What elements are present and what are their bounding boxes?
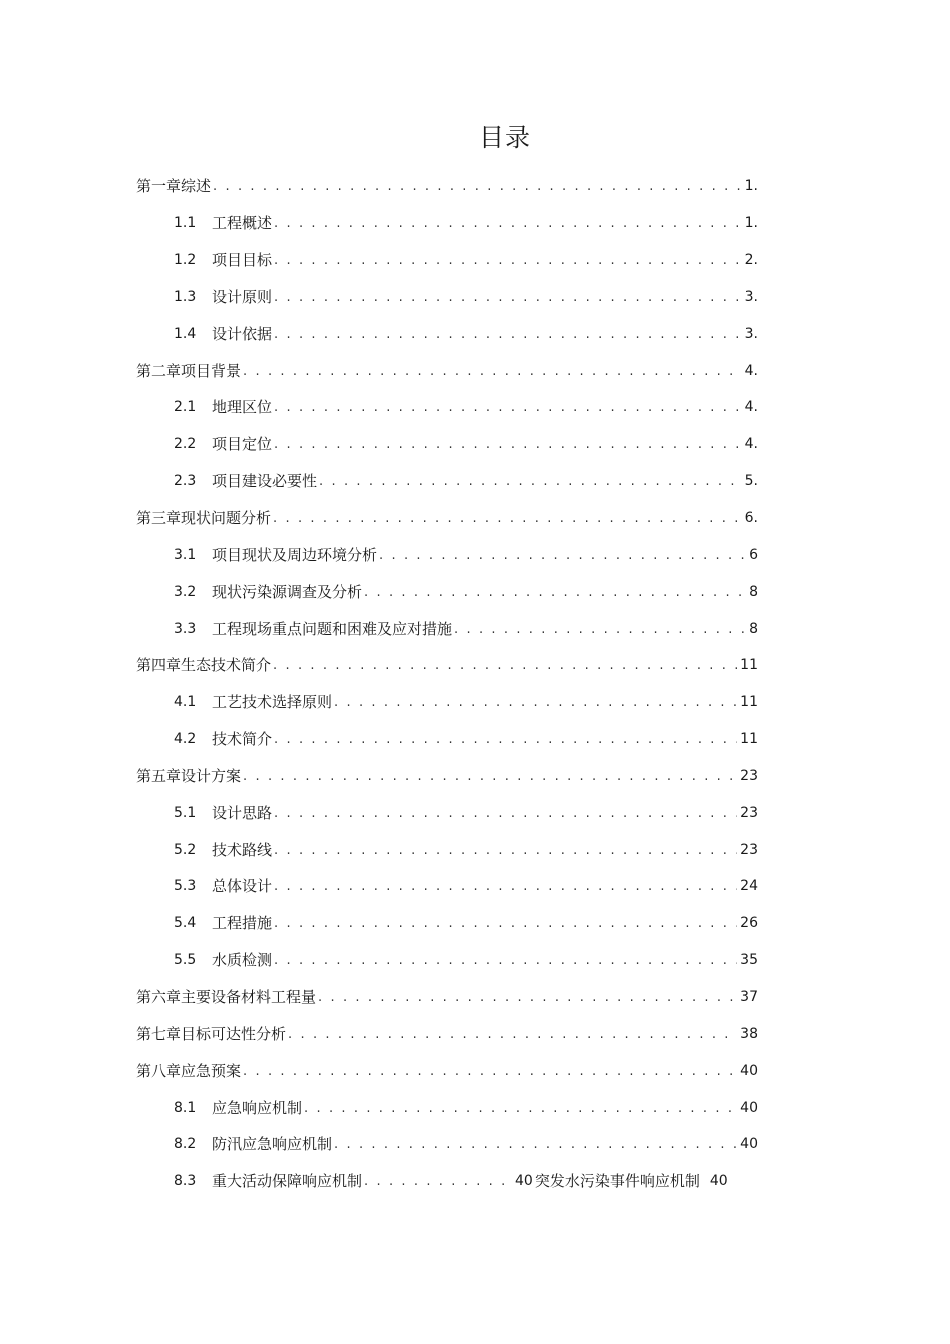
toc-section-entry[interactable] — [0, 942, 758, 979]
toc-rows — [0, 168, 950, 1163]
toc-entry-label: 设计思路 — [212, 803, 273, 822]
toc-entry-page: 4. — [744, 436, 758, 453]
toc-entry-number: 2.2 — [174, 436, 197, 453]
toc-dot-leader — [318, 988, 737, 1008]
toc-entry-label: 工艺技术选择原则 — [212, 693, 333, 712]
toc-entry-label: 工程概述 — [212, 214, 273, 233]
toc-dot-leader — [274, 251, 742, 271]
toc-entry-page: 40 — [515, 1173, 533, 1190]
toc-dot-leader — [274, 877, 737, 897]
toc-entry-number: 1.3 — [174, 288, 197, 305]
toc-dot-leader — [319, 472, 742, 492]
toc-entry-number: 8.2 — [174, 1136, 197, 1153]
toc-entry-number: 3.3 — [174, 620, 197, 637]
toc-dot-leader — [274, 214, 742, 234]
toc-entry-label: 地理区位 — [212, 398, 273, 417]
toc-entry-number: 1.1 — [174, 215, 197, 232]
toc-chapter-entry[interactable] — [0, 647, 758, 684]
toc-section-entry[interactable] — [0, 794, 758, 831]
toc-section-entry[interactable] — [0, 684, 758, 721]
toc-entry-label: 总体设计 — [212, 877, 273, 896]
toc-entry-page: 35 — [740, 952, 758, 969]
toc-entry-number: 5.2 — [174, 841, 197, 858]
toc-entry-label: 第二章项目背景 — [136, 361, 242, 380]
toc-entry-page: 37 — [740, 988, 758, 1005]
toc-dot-leader — [213, 177, 742, 197]
toc-entry-number: 5.3 — [174, 878, 197, 895]
toc-entry-number: 5.1 — [174, 804, 197, 821]
toc-section-entry[interactable] — [0, 463, 758, 500]
toc-dot-leader — [274, 398, 742, 418]
toc-entry-number: 8.3 — [174, 1173, 197, 1190]
toc-entry-page: 40 — [740, 1062, 758, 1079]
toc-entry-label: 项目现状及周边环境分析 — [212, 545, 378, 564]
toc-dot-leader — [243, 767, 737, 787]
toc-entry-label: 重大活动保障响应机制 — [212, 1172, 363, 1191]
toc-entry-number: 2.1 — [174, 399, 197, 416]
toc-dot-leader — [274, 288, 742, 308]
toc-entry-number: 1.4 — [174, 325, 197, 342]
toc-dot-leader — [364, 1172, 512, 1192]
toc-entry-label: 水质检测 — [212, 951, 273, 970]
toc-entry-number: 4.1 — [174, 694, 197, 711]
toc-entry-page: 24 — [740, 878, 758, 895]
toc-entry-label: 第六章主要设备材料工程量 — [136, 987, 317, 1006]
toc-entry-number: 1.2 — [174, 252, 197, 269]
toc-entry-label: 应急响应机制 — [212, 1098, 303, 1117]
toc-dot-leader — [364, 583, 746, 603]
toc-entry-number: 4.2 — [174, 731, 197, 748]
toc-entry-label: 第三章现状问题分析 — [136, 509, 272, 528]
toc-section-entry[interactable] — [0, 1126, 758, 1163]
toc-entry-number: 5.4 — [174, 915, 197, 932]
toc-chapter-entry[interactable] — [0, 168, 758, 205]
toc-entry-label: 项目建设必要性 — [212, 472, 318, 491]
toc-section-entry[interactable] — [0, 721, 758, 758]
toc-section-entry[interactable] — [0, 389, 758, 426]
toc-entry-page: 11 — [740, 694, 758, 711]
toc-dot-leader — [304, 1099, 737, 1119]
toc-entry-number: 2.3 — [174, 473, 197, 490]
toc-entry-page: 4. — [744, 362, 758, 379]
toc-entry-page: 8 — [749, 620, 758, 637]
toc-entry-number: 3.2 — [174, 583, 197, 600]
toc-dot-leader — [274, 435, 742, 455]
toc-entry-page: 1. — [744, 215, 758, 232]
toc-entry-extra-label: 突发水污染事件响应机制 — [534, 1172, 700, 1191]
toc-chapter-entry[interactable] — [0, 758, 758, 795]
toc-chapter-entry[interactable] — [0, 352, 758, 389]
toc-entry-label: 第八章应急预案 — [136, 1061, 242, 1080]
toc-dot-leader — [274, 841, 737, 861]
toc-entry-label: 工程现场重点问题和困难及应对措施 — [212, 619, 453, 638]
toc-entry-label: 现状污染源调查及分析 — [212, 582, 363, 601]
toc-entry-label: 项目目标 — [212, 251, 273, 270]
toc-entry-label: 技术简介 — [212, 730, 273, 749]
toc-entry-label: 项目定位 — [212, 435, 273, 454]
toc-entry-page: 26 — [740, 915, 758, 932]
toc-dot-leader — [274, 914, 737, 934]
toc-dot-leader — [288, 1025, 737, 1045]
toc-entry-page: 23 — [740, 804, 758, 821]
toc-entry-page: 40 — [740, 1099, 758, 1116]
toc-dot-leader — [274, 325, 742, 345]
toc-chapter-entry[interactable] — [0, 979, 758, 1016]
toc-section-entry[interactable] — [0, 536, 758, 573]
toc-entry-last[interactable] — [0, 1163, 794, 1200]
toc-entry-page: 6. — [744, 510, 758, 527]
toc-entry-label: 第七章目标可达性分析 — [136, 1024, 287, 1043]
toc-entry-number: 3.1 — [174, 546, 197, 563]
toc-chapter-entry[interactable] — [0, 500, 758, 537]
toc-entry-label: 防汛应急响应机制 — [212, 1135, 333, 1154]
toc-dot-leader — [334, 693, 737, 713]
toc-dot-leader — [243, 362, 742, 382]
toc-entry-label: 第五章设计方案 — [136, 766, 242, 785]
toc-entry-page: 3. — [744, 325, 758, 342]
toc-entry-page: 23 — [740, 841, 758, 858]
toc-dot-leader — [274, 804, 737, 824]
toc-dot-leader — [379, 546, 746, 566]
toc-entry-label: 设计原则 — [212, 287, 273, 306]
toc-entry-extra-page: 40 — [709, 1173, 728, 1190]
toc-section-entry[interactable] — [0, 573, 758, 610]
toc-title: 目录 — [478, 123, 531, 152]
toc-section-entry[interactable] — [0, 205, 758, 242]
toc-section-entry[interactable] — [0, 868, 758, 905]
toc-dot-leader — [274, 730, 737, 750]
toc-section-entry[interactable] — [0, 315, 758, 352]
toc-dot-leader — [334, 1135, 737, 1155]
toc-entry-number: 5.5 — [174, 952, 197, 969]
toc-entry-page: 11 — [740, 657, 758, 674]
toc-dot-leader — [274, 951, 737, 971]
toc-entry-page: 23 — [740, 767, 758, 784]
table-of-contents — [0, 168, 950, 1200]
toc-entry-page: 40 — [740, 1136, 758, 1153]
toc-entry-page: 1. — [744, 178, 758, 195]
toc-dot-leader — [273, 509, 742, 529]
toc-section-entry[interactable] — [0, 831, 758, 868]
toc-entry-page: 3. — [744, 288, 758, 305]
toc-section-entry[interactable] — [0, 279, 758, 316]
toc-entry-page: 4. — [744, 399, 758, 416]
toc-dot-leader — [243, 1062, 737, 1082]
toc-entry-label: 技术路线 — [212, 840, 273, 859]
toc-entry-page: 8 — [749, 583, 758, 600]
toc-entry-page: 5. — [744, 473, 758, 490]
toc-entry-page: 2. — [744, 252, 758, 269]
toc-chapter-entry[interactable] — [0, 1015, 758, 1052]
toc-entry-page: 11 — [740, 731, 758, 748]
toc-dot-leader — [454, 620, 746, 640]
toc-entry-page: 6 — [749, 546, 758, 563]
toc-entry-label: 第一章综述 — [136, 177, 212, 196]
toc-entry-label: 第四章生态技术简介 — [136, 656, 272, 675]
toc-entry-label: 设计依据 — [212, 324, 273, 343]
toc-section-entry[interactable] — [0, 242, 758, 279]
toc-section-entry[interactable] — [0, 1089, 758, 1126]
toc-entry-page: 38 — [740, 1025, 758, 1042]
toc-section-entry[interactable] — [0, 610, 758, 647]
toc-chapter-entry[interactable] — [0, 1052, 758, 1089]
toc-entry-number: 8.1 — [174, 1099, 197, 1116]
toc-entry-label: 工程措施 — [212, 914, 273, 933]
toc-section-entry[interactable] — [0, 905, 758, 942]
toc-section-entry[interactable] — [0, 426, 758, 463]
toc-dot-leader — [273, 656, 737, 676]
